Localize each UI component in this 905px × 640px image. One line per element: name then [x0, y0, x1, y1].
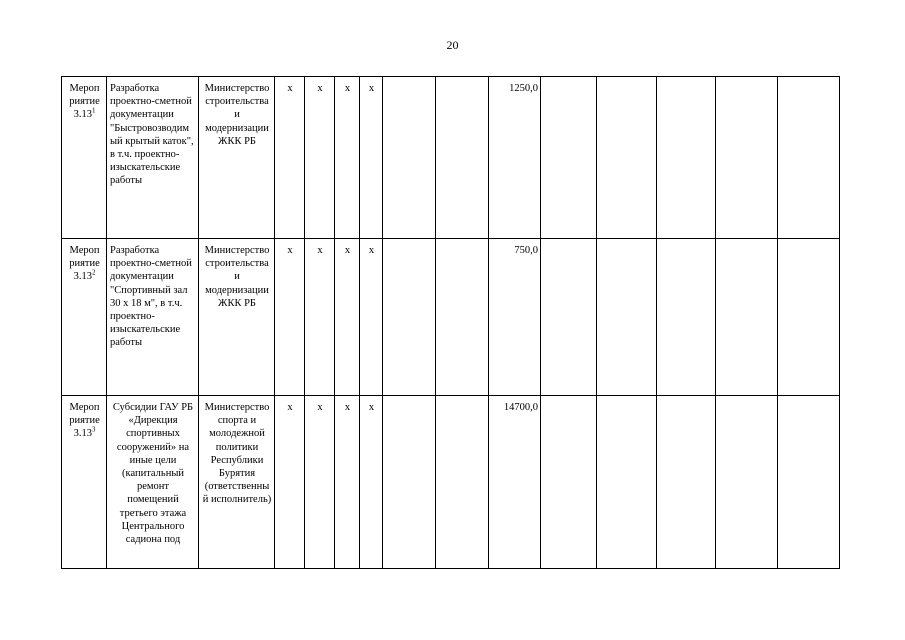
amount-cell: 750,0 — [489, 239, 541, 396]
x-mark-cell: x — [335, 396, 360, 569]
measure-id-number: 3.13 — [73, 109, 92, 121]
measure-id-line2: риятие — [69, 415, 100, 427]
measure-id-line1: Мероп — [69, 245, 100, 256]
x-mark-cell: x — [305, 396, 335, 569]
executor-cell: Министерство строительства и модернизации ЖКК РБ — [199, 77, 275, 239]
x-mark-cell: x — [360, 396, 383, 569]
x-mark-cell: x — [305, 239, 335, 396]
measure-id-cell — [62, 239, 107, 396]
empty-cell — [597, 77, 657, 239]
table-row — [62, 239, 840, 396]
empty-cell — [778, 396, 840, 569]
empty-cell — [541, 77, 597, 239]
x-mark-cell: x — [360, 239, 383, 396]
measure-id-superscript: 1 — [91, 106, 96, 115]
page-number: 20 — [446, 38, 459, 52]
empty-cell — [436, 396, 489, 569]
measure-name-cell: Разработка проектно-сметной документации "Спортивный зал 30 х 18 м", в т.ч. проектно-изыскательские работы — [107, 239, 199, 396]
empty-cell — [383, 239, 436, 396]
empty-cell — [597, 239, 657, 396]
table-row — [62, 77, 840, 239]
empty-cell — [778, 239, 840, 396]
measure-name-cell: Разработка проектно-сметной документации "Быстровозводимый крытый каток", в т.ч. проектно-изыскательские работы — [107, 77, 199, 239]
measure-id-superscript: 2 — [91, 268, 96, 277]
x-mark-cell: x — [275, 239, 305, 396]
x-mark-cell: x — [360, 77, 383, 239]
measure-name-cell: Субсидии ГАУ РБ «Дирекция спортивных сооружений» на иные цели (капитальный ремонт помещений третьего этажа Центрального садиона под — [107, 396, 199, 569]
empty-cell — [383, 77, 436, 239]
executor-cell: Министерство строительства и модернизации ЖКК РБ — [199, 239, 275, 396]
measure-id-line1: Мероп — [69, 83, 100, 94]
x-mark-cell: x — [275, 77, 305, 239]
x-mark-cell: x — [275, 396, 305, 569]
measure-id-number: 3.13 — [73, 271, 92, 283]
x-mark-cell: x — [335, 77, 360, 239]
table-row — [62, 396, 840, 569]
x-mark-cell: x — [305, 77, 335, 239]
empty-cell — [597, 396, 657, 569]
empty-cell — [778, 77, 840, 239]
empty-cell — [657, 239, 716, 396]
measure-id-number: 3.13 — [73, 428, 92, 440]
amount-cell: 1250,0 — [489, 77, 541, 239]
empty-cell — [657, 77, 716, 239]
empty-cell — [716, 396, 778, 569]
measure-id-cell — [62, 77, 107, 239]
empty-cell — [657, 396, 716, 569]
empty-cell — [436, 239, 489, 396]
measure-id-line2: риятие — [69, 96, 100, 108]
empty-cell — [541, 396, 597, 569]
measure-id-line1: Мероп — [69, 402, 100, 413]
empty-cell — [383, 396, 436, 569]
empty-cell — [541, 239, 597, 396]
executor-cell: Министерство спорта и молодежной политики Республики Бурятия (ответственный исполнитель) — [199, 396, 275, 569]
empty-cell — [716, 77, 778, 239]
measure-id-line2: риятие — [69, 258, 100, 270]
x-mark-cell: x — [335, 239, 360, 396]
program-table — [61, 76, 840, 569]
empty-cell — [716, 239, 778, 396]
amount-cell: 14700,0 — [489, 396, 541, 569]
empty-cell — [436, 77, 489, 239]
measure-id-superscript: 3 — [91, 425, 96, 434]
measure-id-cell — [62, 396, 107, 569]
